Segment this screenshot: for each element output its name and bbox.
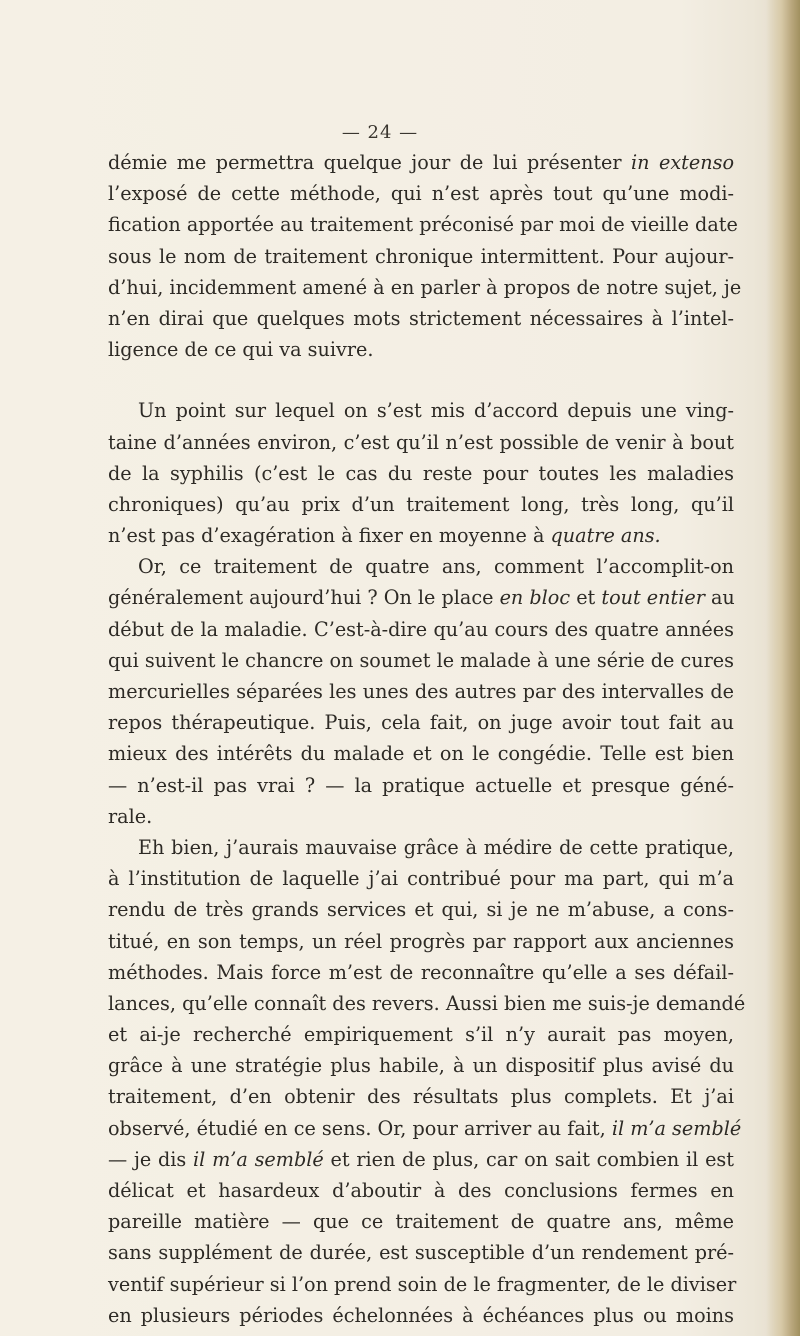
text-line: observé, étudié en ce sens. Or, pour arriver au fait, il m’a semblé [108, 1116, 742, 1140]
text-line: ligence de ce qui va suivre. [108, 338, 374, 362]
paragraph [108, 395, 734, 551]
text-line: ventif supérieur si l’on prend soin de le fragmenter, de le diviser [108, 1272, 737, 1296]
text-line: n’est pas d’exagération à fixer en moyenne à quatre ans. [108, 524, 661, 548]
paragraph [108, 551, 734, 832]
text-line: sous le nom de traitement chronique intermittent. Pour aujour- [108, 244, 734, 268]
paragraph [108, 832, 746, 1331]
text-line: pareille matière — que ce traitement de quatre ans, même [108, 1210, 734, 1234]
paragraph [108, 147, 742, 365]
text-line: lances, qu’elle connaît des revers. Aussi bien me suis-je demandé [108, 991, 746, 1015]
text-line: rale. [108, 804, 153, 828]
text-line: délicat et hasardeux d’aboutir à des conclusions fermes en [108, 1179, 734, 1202]
text-line: chroniques) qu’au prix d’un traitement long, très long, qu’il [108, 492, 734, 516]
text-line: taine d’années environ, c’est qu’il n’est possible de venir à bout [108, 430, 734, 454]
text-line: démie me permettra quelque jour de lui présenter in extenso [108, 151, 735, 174]
text-line: — n’est-il pas vrai ? — la pratique actuelle et presque géné- [108, 773, 734, 797]
text-line: fication apportée au traitement préconisé par moi de vieille date [108, 213, 738, 237]
text-line: généralement aujourd’hui ? On le place en bloc et tout entier au [108, 586, 735, 610]
text-line: début de la maladie. C’est-à-dire qu’au cours des quatre années [108, 617, 734, 641]
page-edge-shadow [766, 0, 800, 1336]
text-line: méthodes. Mais force m’est de reconnaître qu’elle a ses défail- [108, 960, 734, 984]
text-line: en plusieurs périodes échelonnées à échéances plus ou moins [108, 1303, 734, 1327]
text-line: Un point sur lequel on s’est mis d’accord depuis une ving- [138, 399, 734, 423]
text-line: de la syphilis (c’est le cas du reste pour toutes les maladies [108, 461, 734, 485]
text-line: à l’institution de laquelle j’ai contribué pour ma part, qui m’a [108, 867, 734, 891]
text-line: — je dis il m’a semblé et rien de plus, car on sait combien il est [108, 1147, 734, 1171]
text-line: et ai-je recherché empiriquement s’il n’y aurait pas moyen, [108, 1023, 734, 1047]
text-line: mieux des intérêts du malade et on le congédie. Telle est bien [108, 742, 734, 766]
text-line: grâce à une stratégie plus habile, à un dispositif plus avisé du [108, 1054, 734, 1078]
body-text [108, 147, 746, 1331]
text-line: rendu de très grands services et qui, si je ne m’abuse, a cons- [108, 898, 734, 922]
text-line: sans supplément de durée, est susceptible d’un rendement pré- [108, 1241, 734, 1265]
text-line: n’en dirai que quelques mots strictement nécessaires à l’intel- [108, 306, 734, 330]
text-line: Eh bien, j’aurais mauvaise grâce à médire de cette pratique, [138, 835, 734, 859]
text-line: traitement, d’en obtenir des résultats plus complets. Et j’ai [108, 1085, 734, 1109]
text-line: repos thérapeutique. Puis, cela fait, on juge avoir tout fait au [108, 711, 734, 735]
page-number: — 24 — [341, 122, 419, 143]
text-line: l’exposé de cette méthode, qui n’est après tout qu’une modi- [108, 182, 734, 206]
text-line: Or, ce traitement de quatre ans, comment l’accomplit-on [138, 555, 734, 579]
text-line: mercurielles séparées les unes des autres par des intervalles de [108, 680, 734, 703]
text-line: titué, en son temps, un réel progrès par rapport aux anciennes [108, 929, 734, 953]
text-line: qui suivent le chancre on soumet le malade à une série de cures [108, 648, 734, 672]
text-line: d’hui, incidemment amené à en parler à propos de notre sujet, je [108, 275, 742, 299]
